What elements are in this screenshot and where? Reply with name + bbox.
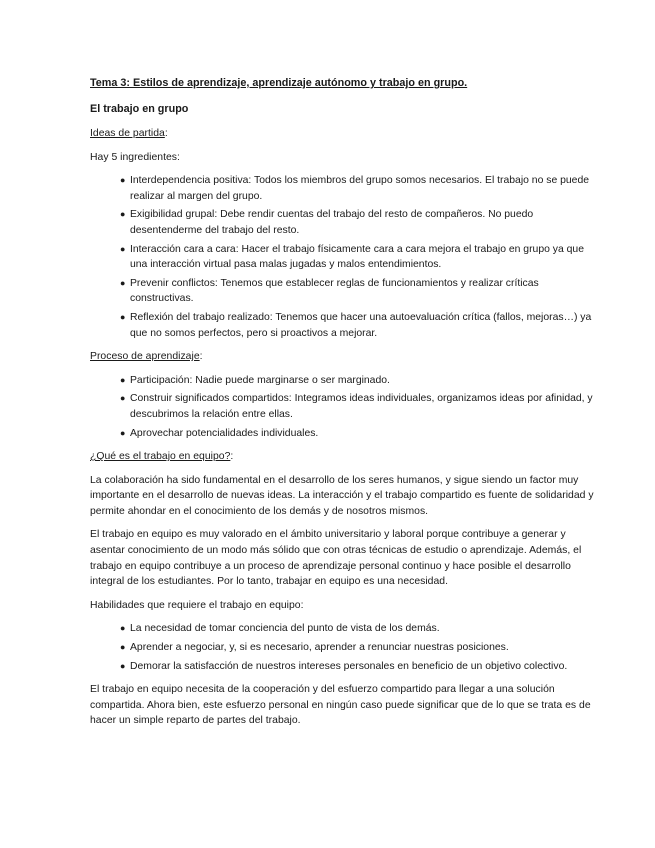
list-item-text: Reflexión del trabajo realizado: Tenemos que hacer una autoevaluación crítica (fallos, mejoras…) ya que no somos perfectos, pero si proactivos a mejorar. [130,311,592,339]
list-item [120,276,595,307]
list-item [120,242,595,273]
bullet-icon: ● [120,623,126,634]
list-item-text: Demorar la satisfacción de nuestros intereses personales en beneficio de un objetivo colectivo. [130,660,568,672]
proceso-list [90,373,595,441]
equipo-label-colon: : [230,451,234,463]
list-item-text: La necesidad de tomar conciencia del punto de vista de los demás. [130,623,440,635]
equipo-paragraph-1: La colaboración ha sido fundamental en el desarrollo de los seres humanos, y sigue siendo un factor muy importante en el desarrollo de nuevas ideas. La interacción y el trabajo compartido es fuente de solidaridad y permite ahondar en el conocimiento de los demás y de nosotros mismos. [90,474,594,517]
list-item [120,621,595,637]
section-title: El trabajo en grupo [90,103,189,115]
bullet-icon: ● [120,393,126,404]
proceso-label-colon: : [199,351,203,363]
proceso-label-text: Proceso de aprendizaje [90,351,200,363]
ideas-list [90,173,595,341]
closing-paragraph: El trabajo en equipo necesita de la cooperación y del esfuerzo compartido para llegar a una solución compartida. Ahora bien, este esfuerzo personal en ningún caso puede significar que de lo que se trata es de hacer un simple reparto de partes del trabajo. [90,684,591,727]
list-item-text: Exigibilidad grupal: Debe rendir cuentas del trabajo del resto de compañeros. No puedo desentenderme del trabajo del resto. [130,209,534,236]
bullet-icon: ● [120,243,126,254]
bullet-icon: ● [120,642,126,653]
list-item-text: Aprovechar potencialidades individuales. [130,427,319,439]
list-item [120,426,595,442]
bullet-icon: ● [120,277,126,288]
bullet-icon: ● [120,660,126,671]
bullet-icon: ● [120,209,126,220]
list-item [120,310,595,341]
list-item-text: Participación: Nadie puede marginarse o ser marginado. [130,374,390,386]
bullet-icon: ● [120,374,126,385]
equipo-paragraph-2: El trabajo en equipo es muy valorado en el ámbito universitario y laboral porque contribuye a generar y asentar conocimiento de un modo más sólido que con otras técnicas de estudio o aprendizaje. Además, el trabajo en equipo contribuye a un proceso de aprendizaje personal continuo y hace posible el desarrollo integral de los estudiantes. Por lo tanto, trabajar en equipo es una necesidad. [90,529,582,588]
list-item-text: Interacción cara a cara: Hacer el trabajo físicamente cara a cara mejora el trabajo en grupo ya que una interacción virtual pasa malas jugadas y malos entendimientos. [130,243,584,271]
ideas-label-text: Ideas de partida [90,128,165,139]
list-item [120,391,595,422]
ideas-label [90,126,595,142]
list-item [120,207,595,238]
document-title: Tema 3: Estilos de aprendizaje, aprendizaje autónomo y trabajo en grupo. [90,77,468,89]
skills-intro: Habilidades que requiere el trabajo en equipo: [90,599,304,611]
proceso-label [90,349,595,365]
list-item [120,659,595,675]
skills-list [90,621,595,674]
equipo-label-text: ¿Qué es el trabajo en equipo? [90,451,231,463]
bullet-icon: ● [120,427,126,438]
list-item-text: Interdependencia positiva: Todos los miembros del grupo somos necesarios. El trabajo no se puede realizar al margen del grupo. [130,175,589,202]
list-item [120,173,595,204]
list-item [120,640,595,656]
bullet-icon: ● [120,175,126,186]
ideas-label-colon: : [164,128,168,139]
list-item-text: Construir significados compartidos: Integramos ideas individuales, organizamos ideas por afinidad, y descubrimos la relación entre ellas. [130,393,593,420]
list-item-text: Aprender a negociar, y, si es necesario, aprender a renunciar nuestras posiciones. [130,642,509,654]
equipo-label [90,449,595,465]
ideas-intro: Hay 5 ingredientes: [90,151,180,163]
list-item-text: Prevenir conflictos: Tenemos que establecer reglas de funcionamientos y realizar críticas constructivas. [130,277,539,305]
list-item [120,373,595,389]
bullet-icon: ● [120,311,126,322]
